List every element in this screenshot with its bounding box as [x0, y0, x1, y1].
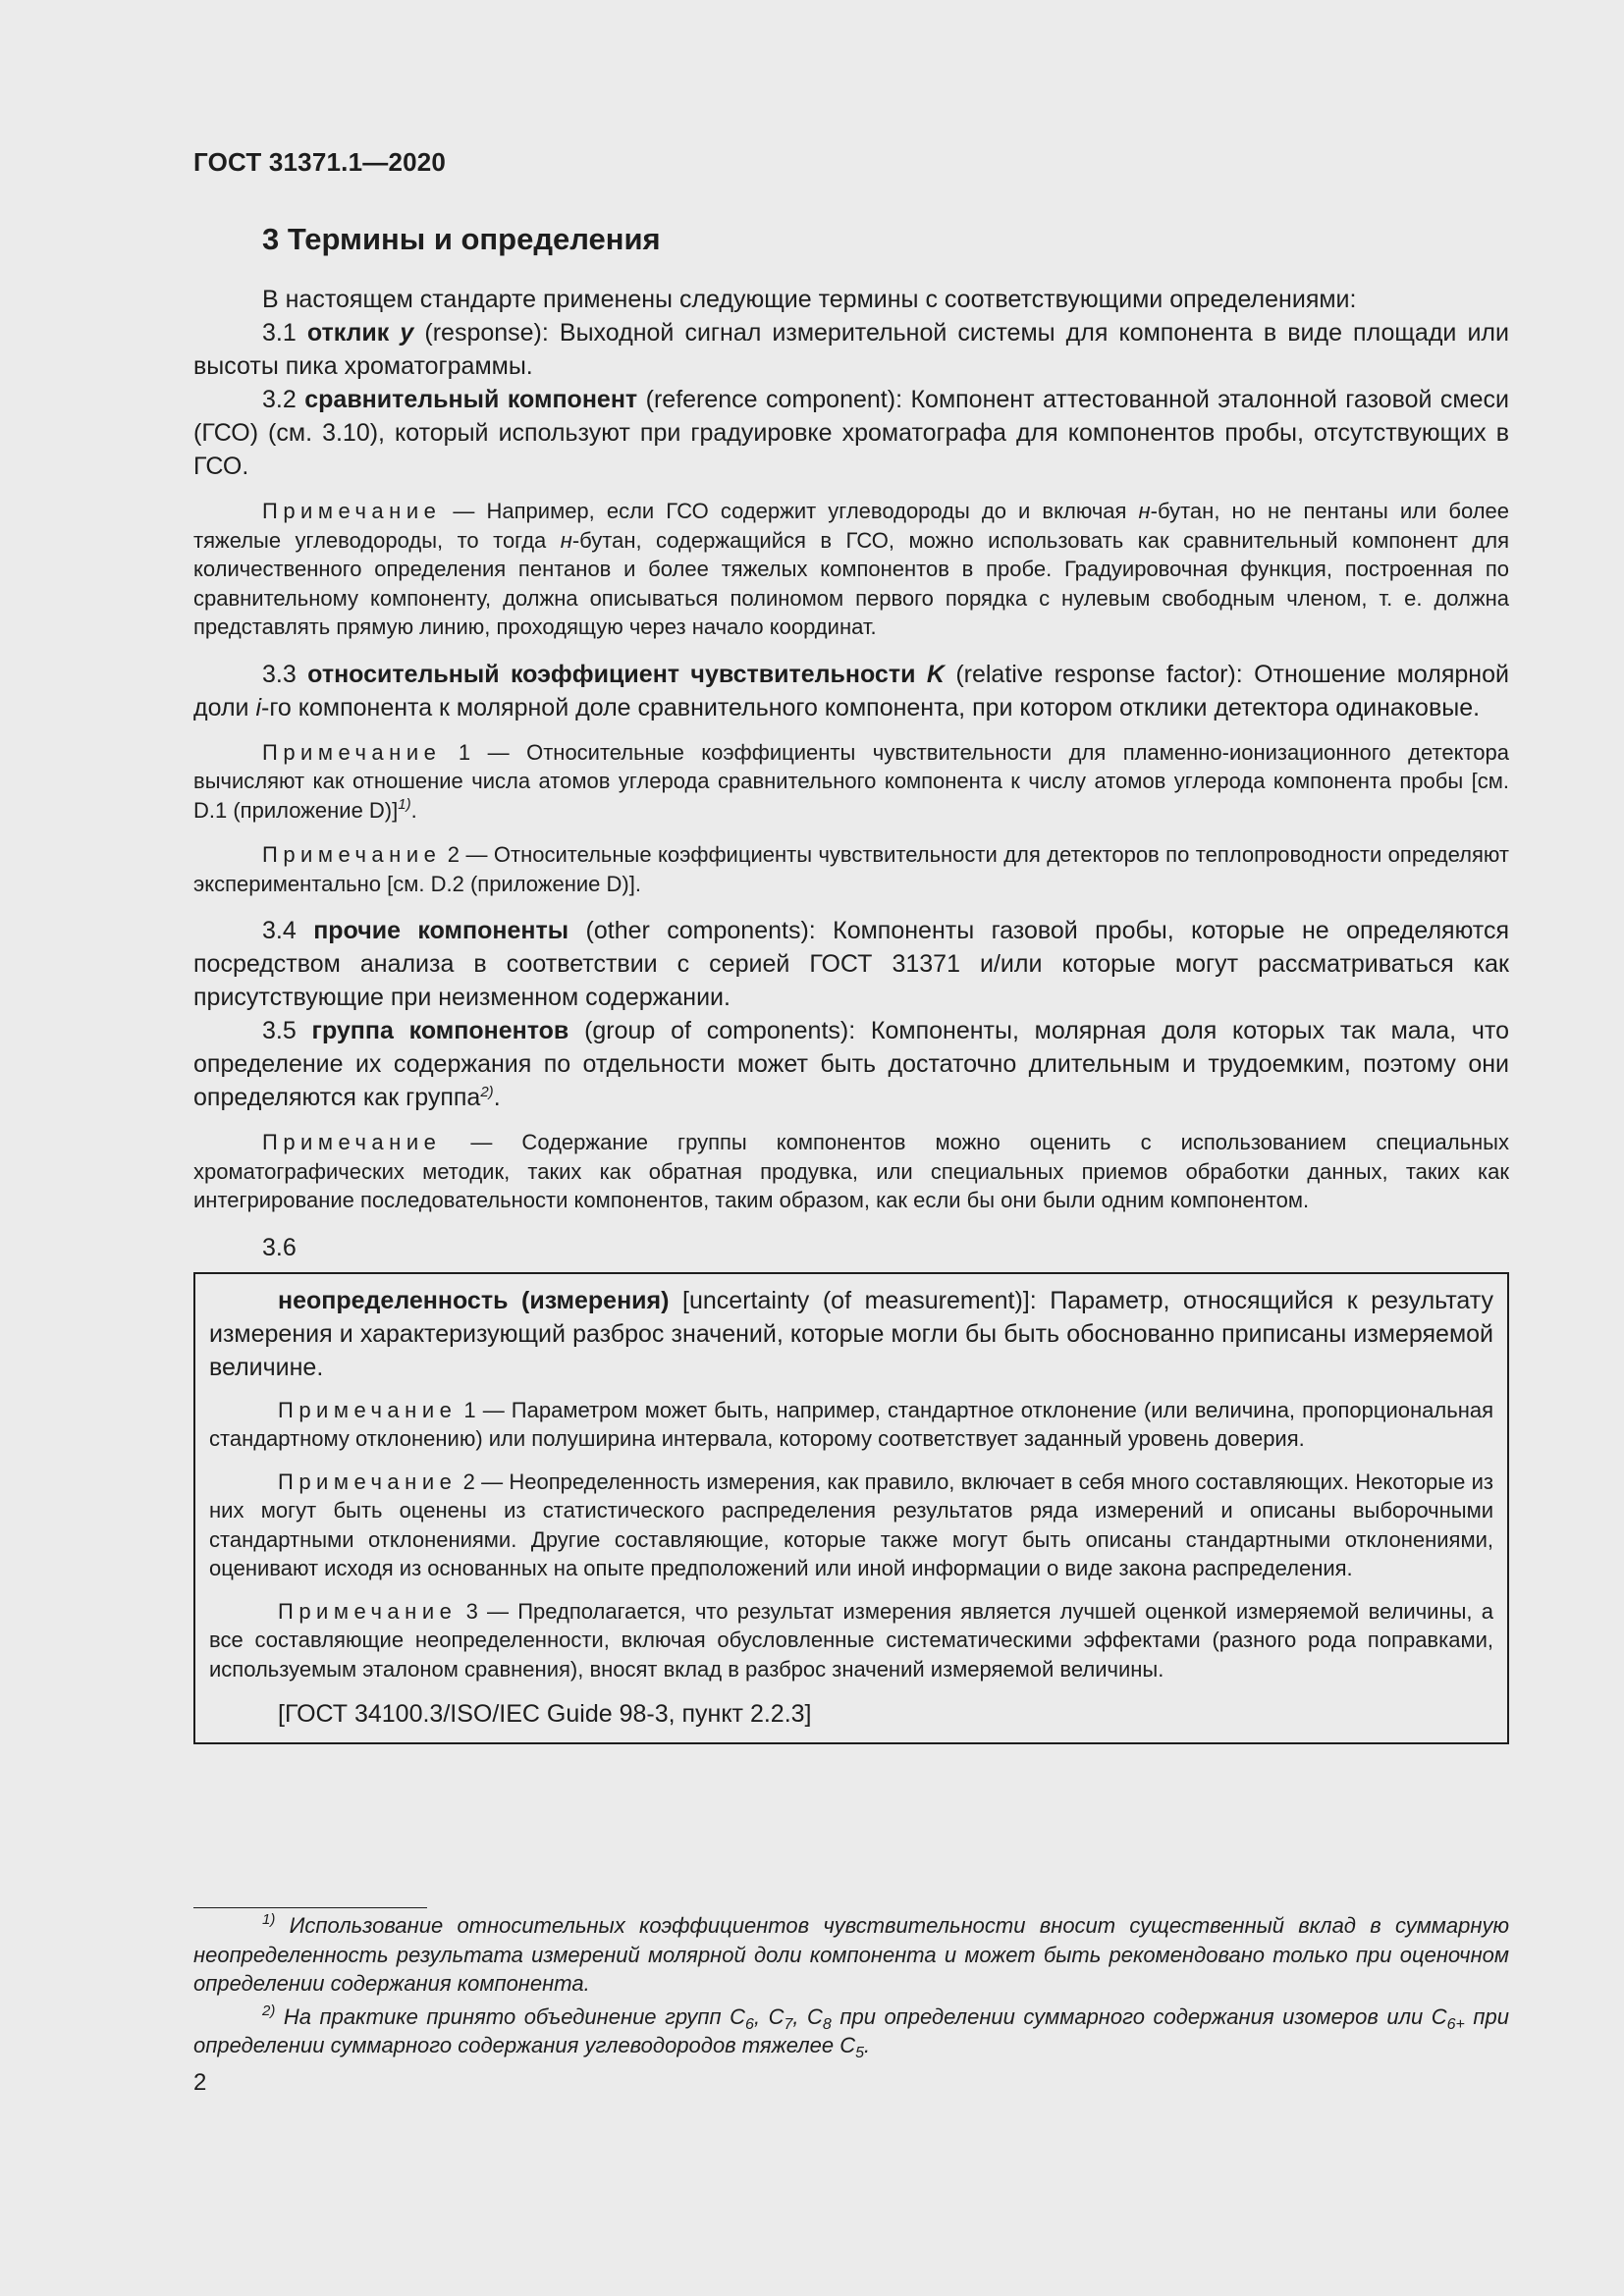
note-text: .	[410, 797, 417, 823]
note-text: — Например, если ГСО содержит углеводороды до и включая	[441, 499, 1139, 523]
intro-text: В настоящем стандарте применены следующие термины с соответствующими определениями:	[262, 286, 1357, 313]
term-3-5	[193, 1014, 1509, 1114]
term-definition: (reference component): Компонент аттестованной эталонной газовой смеси (ГСО) (см. 3.10), который используют при градуировке хроматографа для компонентов пробы, отсутствующих в ГСО.	[193, 386, 1509, 480]
footnote-text: Использование относительных коэффициентов чувствительности вносит существенный вклад в суммарную неопределенность результата измерений молярной доли компонента и может быть рекомендовано только при оценочном определении содержания компонента.	[193, 1913, 1509, 1996]
term-definition: (group of components): Компоненты, молярная доля которых так мала, что определение их содержания по отдельности может быть достаточно длительным и трудоемким, поэтому они определяются как группа	[193, 1017, 1509, 1111]
term-definition: .	[493, 1084, 501, 1111]
term-definition: (other components): Компоненты газовой пробы, которые не определяются посредством анализа в соответствии с серией ГОСТ 31371 и/или которые могут рассматриваться как присутствующие при неизменном содержании.	[193, 917, 1509, 1011]
term-definition: -го компонента к молярной доле сравнительного компонента, при котором отклики детектора одинаковые.	[261, 693, 1481, 721]
footnote-text: , C	[792, 2003, 823, 2029]
note-label: Примечание	[262, 1130, 442, 1154]
note-text: -бутан, но не пентаны или более тяжелые углеводороды, то тогда	[193, 499, 1510, 553]
footnote-text: На практике принято объединение групп C	[275, 2003, 746, 2029]
page-content	[193, 222, 1509, 1744]
subscript: 5	[855, 2045, 865, 2061]
note-3-3-1	[193, 738, 1509, 826]
note-3-6-1	[209, 1396, 1493, 1454]
note-label: Примечание	[278, 1397, 458, 1422]
subscript: 7	[784, 2015, 793, 2033]
term-3-6-number: 3.6	[262, 1233, 297, 1261]
footnote-ref: 2)	[480, 1084, 494, 1100]
note-label: Примечание	[262, 499, 442, 523]
term-symbol: K	[926, 660, 945, 688]
term-emphasis: i	[255, 693, 262, 721]
term-3-3	[193, 658, 1509, 724]
note-label: Примечание	[262, 739, 442, 765]
note-label: Примечание	[262, 842, 442, 867]
term-3-6-box	[193, 1272, 1509, 1745]
note-3-5	[193, 1128, 1509, 1215]
term-symbol: y	[400, 319, 414, 347]
note-text: -бутан, содержащийся в ГСО, можно использовать как сравнительный компонент для количественного определения пентанов и более тяжелых компонентов в пробе. Градуировочная функция, построенная по сравнительному компоненту, должна описываться полиномом первого порядка с нулевым свободным членом, т. е. должна представлять прямую линию, проходящую через начало координат.	[193, 527, 1509, 639]
term-3-4	[193, 914, 1509, 1014]
term-number: 3.4	[262, 917, 297, 944]
term-name: сравнительный компонент	[304, 386, 638, 413]
note-text: 1 — Параметром может быть, например, стандартное отклонение (или величина, пропорциональная стандартному отклонению) или полуширина интервала, которому соответствует заданный уровень доверия.	[209, 1397, 1493, 1451]
term-number: 3.3	[262, 660, 297, 688]
term-name: неопределенность (измерения)	[278, 1286, 670, 1314]
note-text: — Содержание группы компонентов можно оценить с использованием специальных хроматографических методик, таких как обратная продувка, или специальных приемов обработки данных, таких как интегрирование последовательности компонентов, таким образом, как если бы они были одним компонентом.	[193, 1130, 1509, 1212]
term-name: группа компонентов	[311, 1017, 569, 1044]
subscript: 6	[745, 2015, 754, 2033]
footnote-text: .	[864, 2033, 871, 2057]
note-text: 2 — Относительные коэффициенты чувствительности для детекторов по теплопроводности определяют экспериментально [см. D.2 (приложение D)].	[193, 842, 1509, 896]
footnote-2	[193, 2002, 1509, 2060]
standard-header: ГОСТ 31371.1—2020	[193, 147, 447, 177]
footnote-text: при определении суммарного содержания углеводородов тяжелее C	[193, 2003, 1509, 2057]
page-number: 2	[193, 2069, 207, 2096]
term-number: 3.5	[262, 1017, 297, 1044]
intro-paragraph	[193, 283, 1509, 316]
term-name: отклик	[306, 319, 390, 347]
footnote-mark: 2)	[262, 2002, 276, 2019]
note-text: 3 — Предполагается, что результат измерения является лучшей оценкой измеряемой величины, а все составляющие неопределенности, включая обусловленные систематическими эффектами (разного рода поправками, используемым эталоном сравнения), вносят вклад в разброс значений измеряемой величины.	[209, 1598, 1493, 1682]
term-name: относительный коэффициент чувствительности	[307, 660, 916, 688]
note-3-2	[193, 497, 1509, 642]
term-3-6	[209, 1284, 1493, 1384]
subscript: 6+	[1446, 2015, 1465, 2033]
term-definition: [uncertainty (of measurement)]: Параметр, относящийся к результату измерения и характеризующий разброс значений, которые могли бы быть обоснованно приписаны измеряемой величине.	[209, 1286, 1494, 1381]
term-number: 3.2	[262, 386, 297, 413]
term-definition: (response): Выходной сигнал измерительной системы для компонента в виде площади или высоты пика хроматограммы.	[193, 319, 1509, 380]
footnotes	[193, 1911, 1509, 2064]
term-definition: (relative response factor): Отношение молярной доли	[193, 660, 1509, 721]
section-title: 3 Термины и определения	[262, 222, 661, 256]
term-number: 3.1	[262, 319, 297, 347]
note-emphasis: н	[560, 527, 572, 553]
note-label: Примечание	[278, 1598, 458, 1624]
footnote-divider	[193, 1907, 427, 1908]
footnote-1	[193, 1911, 1509, 1999]
term-name: прочие компоненты	[313, 917, 569, 944]
note-label: Примечание	[278, 1468, 458, 1494]
footnote-text: при определении суммарного содержания изомеров или C	[831, 2003, 1447, 2029]
note-3-6-2	[209, 1468, 1493, 1583]
note-3-3-2	[193, 840, 1509, 898]
subscript: 8	[822, 2015, 832, 2033]
footnote-mark: 1)	[262, 1911, 276, 1928]
term-3-1	[193, 316, 1509, 383]
note-3-6-3	[209, 1597, 1493, 1684]
source-reference: [ГОСТ 34100.3/ISO/IEC Guide 98-3, пункт 2.2.3]	[278, 1700, 812, 1728]
note-text: 2 — Неопределенность измерения, как правило, включает в себя много составляющих. Некоторые из них могут быть оценены из статистического распределения результатов ряда измерений и описаны выборочными стандартными отклонениями. Другие составляющие, которые также могут быть описаны стандартными отклонениями, оценивают исходя из основанных на опыте предположений или иной информации о виде закона распределения.	[209, 1468, 1493, 1580]
note-text: 1 — Относительные коэффициенты чувствительности для пламенно-ионизационного детектора вычисляют как отношение числа атомов углерода сравнительного компонента к числу атомов углерода компонента пробы [см. D.1 (приложение D)]	[193, 739, 1509, 823]
term-3-2	[193, 383, 1509, 483]
footnote-text: , C	[753, 2003, 785, 2029]
note-emphasis: н	[1138, 499, 1151, 523]
footnote-ref: 1)	[398, 795, 411, 813]
